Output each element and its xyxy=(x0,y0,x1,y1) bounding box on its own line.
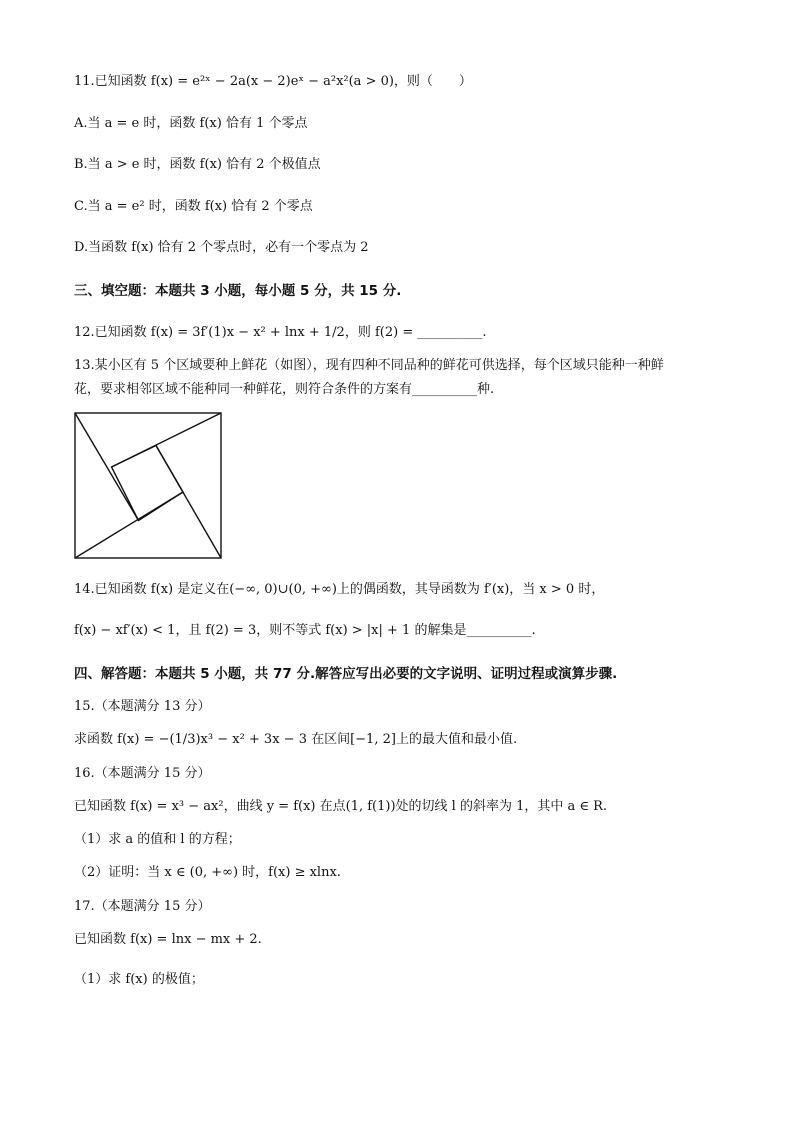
section-3-heading: 三、填空题：本题共 3 小题，每小题 5 分，共 15 分. xyxy=(74,283,402,299)
question-16-part-1: （1）求 a 的值和 l 的方程； xyxy=(74,832,241,847)
option-b: B.当 a > e 时，函数 f(x) 恰有 2 个极值点 xyxy=(74,157,321,172)
question-14-line-1: 14.已知函数 f(x) 是定义在(−∞, 0)∪(0, +∞)上的偶函数，其导函数为 f′(x)，当 x > 0 时， xyxy=(74,582,605,597)
question-13-line-1: 13.某小区有 5 个区域要种上鲜花（如图），现有四种不同品种的鲜花可供选择，每个区域只能种一种鲜 xyxy=(74,358,664,373)
outer-square xyxy=(75,413,221,558)
question-16-body: 已知函数 f(x) = x³ − ax²，曲线 y = f(x) 在点(1, f(1))处的切线 l 的斜率为 1，其中 a ∈ R. xyxy=(74,799,608,814)
question-13-line-2: 花，要求相邻区域不能种同一种鲜花，则符合条件的方案有__________种. xyxy=(74,382,495,397)
option-d: D.当函数 f(x) 恰有 2 个零点时，必有一个零点为 2 xyxy=(74,240,369,255)
question-15-body: 求函数 f(x) = −(1/3)x³ − x² + 3x − 3 在区间[−1, 2]上的最大值和最小值. xyxy=(74,732,518,747)
pinwheel-square-diagram xyxy=(74,412,224,560)
question-15-title: 15.（本题满分 13 分） xyxy=(74,699,211,714)
question-17-part-1: （1）求 f(x) 的极值； xyxy=(74,972,204,987)
question-17-body: 已知函数 f(x) = lnx − mx + 2. xyxy=(74,932,262,947)
option-c: C.当 a = e² 时，函数 f(x) 恰有 2 个零点 xyxy=(74,199,313,214)
region-figure xyxy=(74,412,224,564)
question-16-title: 16.（本题满分 15 分） xyxy=(74,766,211,781)
inner-square xyxy=(112,446,184,521)
question-12: 12.已知函数 f(x) = 3f′(1)x − x² + lnx + 1/2，则 f(2) = __________. xyxy=(74,325,487,340)
option-a: A.当 a = e 时，函数 f(x) 恰有 1 个零点 xyxy=(74,116,308,131)
question-11-stem: 11.已知函数 f(x) = e²ˣ − 2a(x − 2)eˣ − a²x²(a > 0)，则（ ） xyxy=(74,74,472,89)
section-4-heading: 四、解答题：本题共 5 小题，共 77 分.解答应写出必要的文字说明、证明过程或演算步骤. xyxy=(74,666,618,682)
question-14-line-2: f(x) − xf′(x) < 1，且 f(2) = 3，则不等式 f(x) > |x| + 1 的解集是__________. xyxy=(74,623,536,638)
question-17-title: 17.（本题满分 15 分） xyxy=(74,899,211,914)
segment-1 xyxy=(75,413,139,521)
question-16-part-2: （2）证明：当 x ∈ (0, +∞) 时，f(x) ≥ xlnx. xyxy=(74,865,341,880)
segment-2 xyxy=(112,413,222,467)
